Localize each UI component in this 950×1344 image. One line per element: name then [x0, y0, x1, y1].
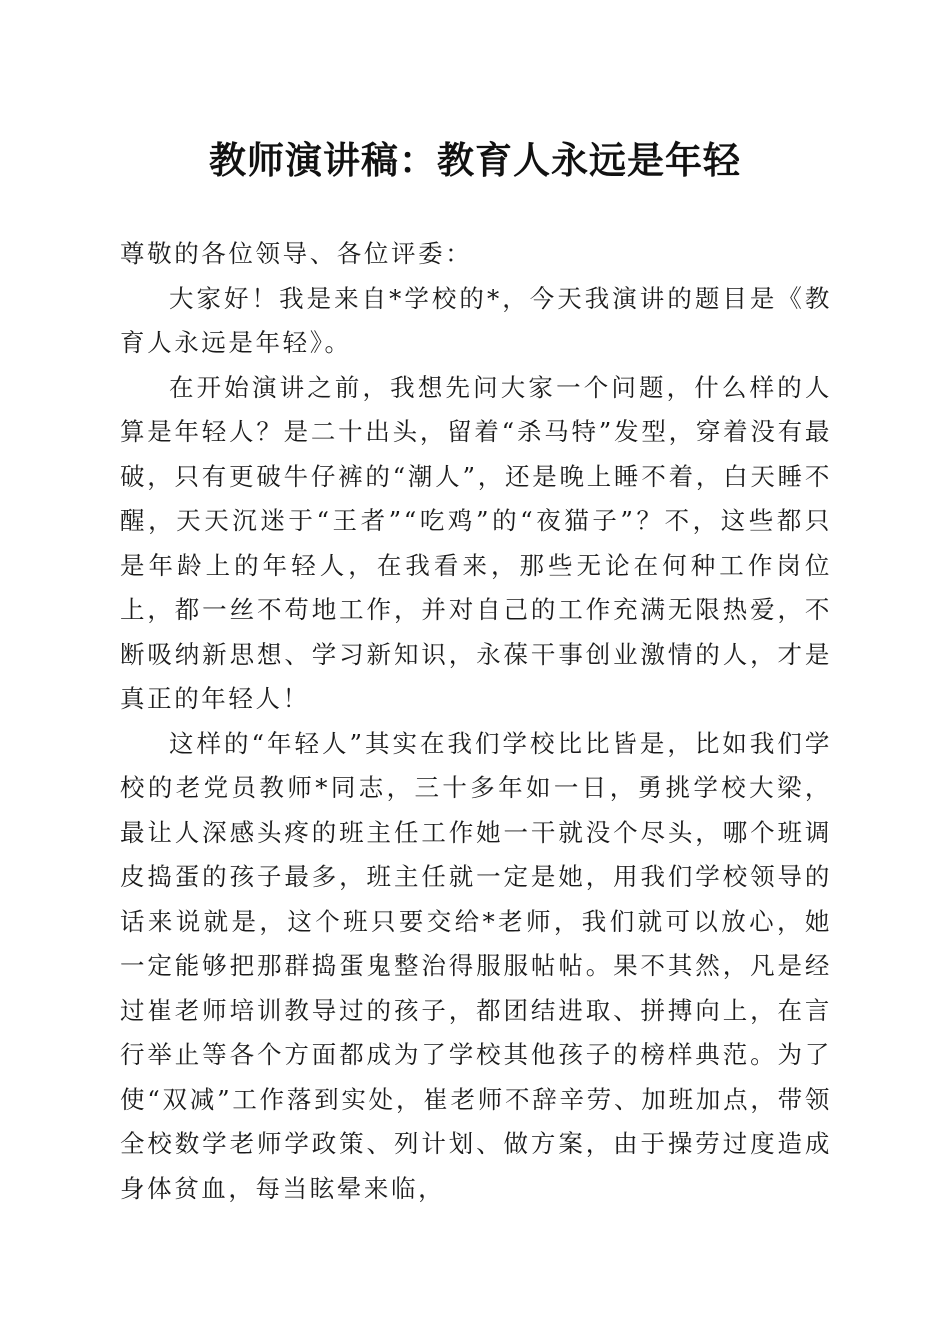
paragraph-1: 大家好！我是来自*学校的*，今天我演讲的题目是《教育人永远是年轻》。: [120, 283, 832, 357]
paragraph-3: 这样的“年轻人”其实在我们学校比比皆是，比如我们学校的老党员教师*同志，三十多年如一日，勇挑学校大梁，最让人深感头疼的班主任工作她一干就没个尽头，哪个班调皮捣蛋的孩子最多，班主任就一定是她，用我们学校领导的话来说就是，这个班只要交给*老师，我们就可以放心，她一定能够把那群捣蛋鬼整治得服服帖帖。果不其然，凡是经过崔老师培训教导过的孩子，都团结进取、拼搏向上，在言行举止等各个方面都成为了学校其他孩子的榜样典范。为了使“双减”工作落到实处，崔老师不辞辛劳、加班加点，带领全校数学老师学政策、列计划、做方案，由于操劳过度造成身体贫血，每当眩晕来临，: [120, 728, 832, 1203]
document-title: 教师演讲稿：教育人永远是年轻: [209, 138, 741, 182]
document-body: [120, 232, 832, 1211]
paragraph-2: 在开始演讲之前，我想先问大家一个问题，什么样的人算是年轻人？是二十出头，留着“杀马特”发型，穿着没有最破，只有更破牛仔裤的“潮人”，还是晚上睡不着，白天睡不醒，天天沉迷于“王者”“吃鸡”的“夜猫子”？不，这些都只是年龄上的年轻人，在我看来，那些无论在何种工作岗位上，都一丝不苟地工作，并对自己的工作充满无限热爱，不断吸纳新思想、学习新知识，永葆干事创业激情的人，才是真正的年轻人！: [120, 372, 832, 713]
salutation: 尊敬的各位领导、各位评委：: [120, 239, 473, 268]
